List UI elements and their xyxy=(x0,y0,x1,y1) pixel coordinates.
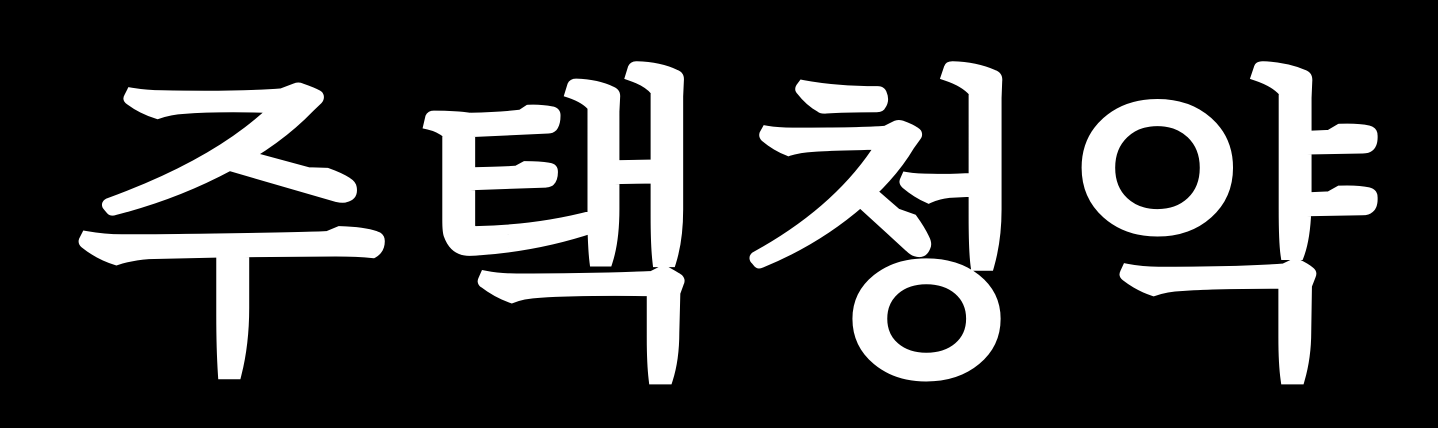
headline-char-cheong: 청 xyxy=(734,42,1046,417)
headline-char-taek: 택 xyxy=(404,42,716,417)
headline-housing-subscription xyxy=(70,40,1380,420)
headline-char-ju: 주 xyxy=(75,42,387,417)
headline-char-yak: 약 xyxy=(1063,42,1375,417)
